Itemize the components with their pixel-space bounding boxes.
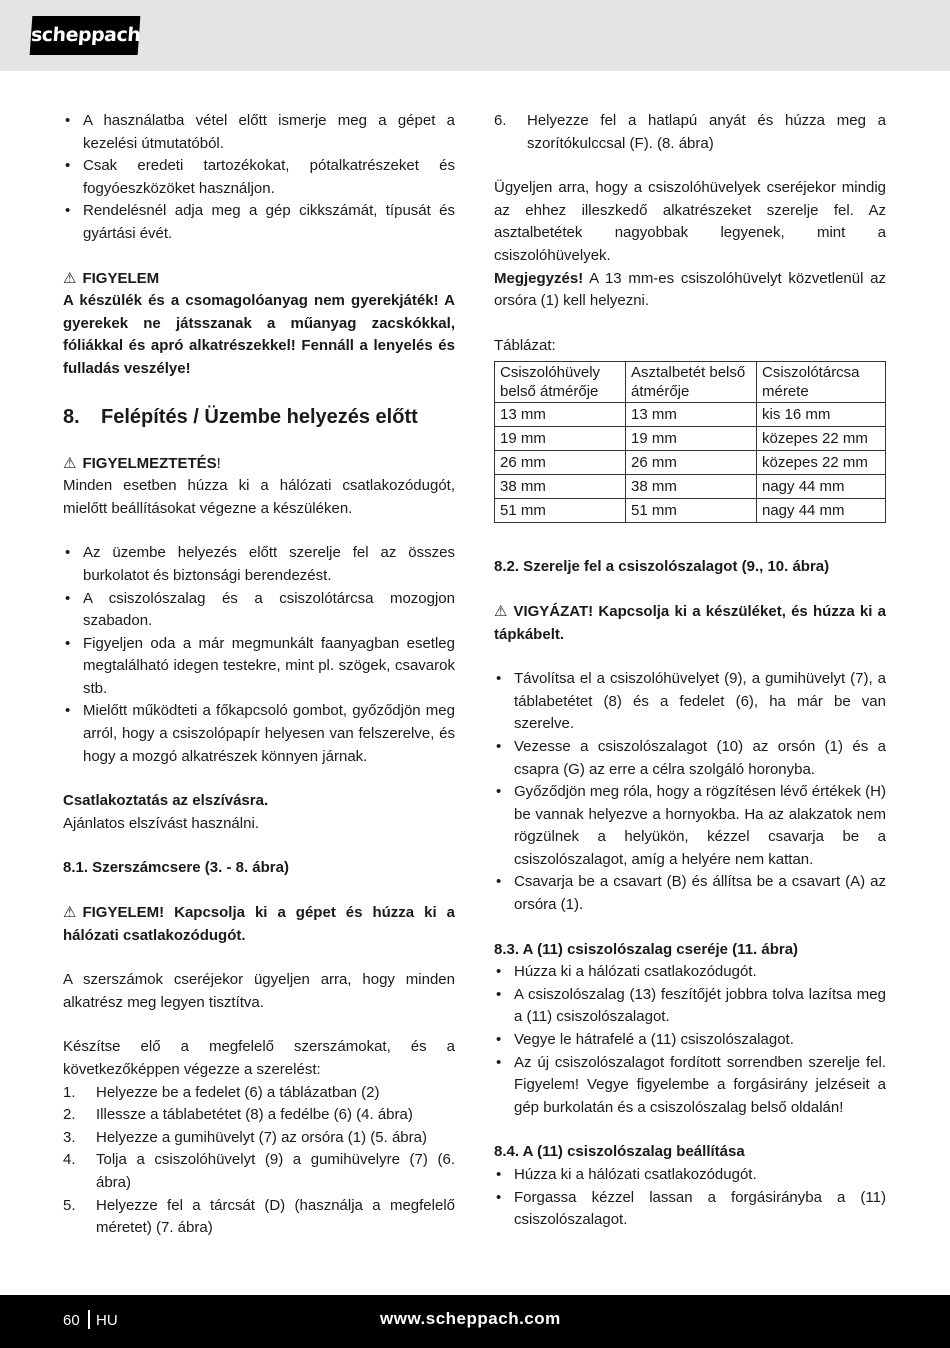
table-cell: nagy 44 mm <box>757 475 886 499</box>
list-item: • Csavarja be a csavart (B) és állítsa be a csavart (A) az orsóra (1). <box>494 871 886 916</box>
setup-bullet-list <box>63 542 455 768</box>
list-item: • Az üzembe helyezés előtt szerelje fel az összes burkolatot és biztonsági berendezést. <box>63 542 455 587</box>
warning-triangle-icon: ⚠ <box>63 269 77 287</box>
subsection-heading: 8.1. Szerszámcsere (3. - 8. ábra) <box>63 859 289 877</box>
footer-divider <box>88 1310 90 1329</box>
list-item: • Húzza ki a hálózati csatlakozódugót. <box>494 1164 886 1187</box>
list-item: • Csak eredeti tartozékokat, pótalkatrészeket és fogyóeszközöket használjon. <box>63 155 455 200</box>
language-code: HU <box>96 1312 118 1329</box>
list-item: • Vegye le hátrafelé a (11) csiszolószalagot. <box>494 1029 886 1052</box>
subsection-heading: 8.3. A (11) csiszolószalag cseréje (11. ábra) <box>494 940 799 958</box>
warning-heading: ⚠ FIGYELEM <box>63 268 455 291</box>
size-table <box>494 361 886 523</box>
list-item: • A csiszolószalag (13) feszítőjét jobbra tolva lazítsa meg a (11) csiszolószalagot. <box>494 984 886 1029</box>
intro-bullet-list <box>63 110 455 246</box>
list-item: • Az új csiszolószalagot fordított sorrendben szerelje fel. Figyelem! Vegye figyelembe a forgásirány jelzéseit a gép burkolatán és a csiszolószalag belső oldalán! <box>494 1052 886 1120</box>
table-cell: nagy 44 mm <box>757 499 886 523</box>
list-item: • Figyeljen oda a már megmunkált faanyagban esetleg megtalálható idegen testekre, mint pl. szögek, csavarok stb. <box>63 633 455 701</box>
table-cell: 13 mm <box>495 403 626 427</box>
table-row <box>495 427 886 451</box>
warning-triangle-icon: ⚠ <box>63 454 77 472</box>
website-link[interactable]: www.scheppach.com <box>380 1309 561 1328</box>
warning-triangle-icon: ⚠ <box>494 602 508 620</box>
table-cell: 26 mm <box>626 451 757 475</box>
steps-list-continued <box>494 110 886 155</box>
list-item: • Forgassa kézzel lassan a forgásirányba a (11) csiszolószalagot. <box>494 1187 886 1232</box>
warning-text: Minden esetben húzza ki a hálózati csatlakozódugót, mielőtt beállításokat végezne a készüléken. <box>63 477 455 517</box>
table-cell: 19 mm <box>626 427 757 451</box>
footer-bar <box>0 1295 950 1348</box>
table-cell: 51 mm <box>626 499 757 523</box>
table-cell: 51 mm <box>495 499 626 523</box>
list-item: 3. Helyezze a gumihüvelyt (7) az orsóra (1) (5. ábra) <box>63 1128 427 1146</box>
section-heading: 8. Felépítés / Üzembe helyezés előtt <box>63 405 418 428</box>
subsection-heading: 8.2. Szerelje fel a csiszolószalagot (9., 10. ábra) <box>494 558 830 576</box>
list-item: 2. Illessze a táblabetétet (8) a fedélbe (6) (4. ábra) <box>63 1106 413 1124</box>
warning-text: A készülék és a csomagolóanyag nem gyerekjáték! A gyerekek ne játsszanak a műanyag zacskókkal, fóliákkal és apró alkatrészekkel! Fennáll a lenyelés és fulladás veszélye! <box>63 292 455 377</box>
table-cell: 38 mm <box>495 475 626 499</box>
table-row <box>495 451 886 475</box>
paragraph: Ügyeljen arra, hogy a csiszolóhüvelyek cseréjekor mindig az ehhez illeszkedő alkatrészeket szerelje fel. Az asztalbetétek nagyobbak legyenek, mint a csiszolóhüvelyek. <box>494 179 886 264</box>
adjust-bullet-list <box>494 1164 886 1232</box>
table-header-row <box>495 362 886 403</box>
table-cell: közepes 22 mm <box>757 451 886 475</box>
page-number: 60 <box>63 1312 80 1329</box>
belt-bullet-list <box>494 668 886 917</box>
warning-text: ⚠ VIGYÁZAT! Kapcsolja ki a készüléket, és húzza ki a tápkábelt. <box>494 602 886 643</box>
table-row <box>495 475 886 499</box>
list-item: • Húzza ki a hálózati csatlakozódugót. <box>494 961 886 984</box>
remark: Megjegyzés! A 13 mm-es csiszolóhüvelyt közvetlenül az orsóra (1) kell helyezni. <box>494 269 886 310</box>
scheppach-logo: scheppach <box>30 16 141 55</box>
list-item: 1. Helyezze be a fedelet (6) a táblázatban (2) <box>63 1083 380 1101</box>
header-bar <box>0 0 950 71</box>
list-item: • Rendelésnél adja meg a gép cikkszámát, típusát és gyártási évét. <box>63 200 455 245</box>
list-item: • Távolítsa el a csiszolóhüvelyet (9), a gumihüvelyt (7), a táblabetétet (8) és a fedelet (6), ha már be van szerelve. <box>494 668 886 736</box>
subsection-heading: 8.4. A (11) csiszolószalag beállítása <box>494 1143 745 1161</box>
table-cell: 38 mm <box>626 475 757 499</box>
warning-heading: ⚠ FIGYELMEZTETÉS! <box>63 453 455 476</box>
list-item: • A használatba vétel előtt ismerje meg a gépet a kezelési útmutatóból. <box>63 110 455 155</box>
subheading: Csatlakoztatás az elszívásra. <box>63 792 269 810</box>
list-item: • Vezesse a csiszolószalagot (10) az orsón (1) és a csapra (G) az erre a célra szolgáló horonyba. <box>494 736 886 781</box>
list-item: 6. Helyezze fel a hatlapú anyát és húzza meg a szorítókulccsal (F). (8. ábra) <box>494 112 886 152</box>
table-cell: 26 mm <box>495 451 626 475</box>
list-item: • Mielőtt működteti a főkapcsoló gombot, győződjön meg arról, hogy a csiszolópapír helyesen van felszerelve, és hogy a mozgó alkatrészek könnyen járnak. <box>63 700 455 768</box>
table-label: Táblázat: <box>494 336 556 354</box>
left-column <box>63 110 455 1240</box>
table-cell: 13 mm <box>626 403 757 427</box>
warning-text: ⚠ FIGYELEM! Kapcsolja ki a gépet és húzza ki a hálózati csatlakozódugót. <box>63 904 455 944</box>
paragraph: A szerszámok cseréjekor ügyeljen arra, hogy minden alkatrész meg legyen tisztítva. <box>63 971 455 1011</box>
steps-list <box>63 1082 455 1240</box>
warning-triangle-icon: ⚠ <box>63 904 77 922</box>
table-cell: 19 mm <box>495 427 626 451</box>
paragraph: Ajánlatos elszívást használni. <box>63 814 259 832</box>
table-header-cell: Asztalbetét belső átmérője <box>626 362 757 403</box>
table-cell: közepes 22 mm <box>757 427 886 451</box>
list-item: • A csiszolószalag és a csiszolótárcsa mozogjon szabadon. <box>63 588 455 633</box>
list-item: 5. Helyezze fel a tárcsát (D) (használja a megfelelő méretet) (7. ábra) <box>63 1196 455 1237</box>
paragraph: Készítse elő a megfelelő szerszámokat, és a következőképpen végezze a szerelést: <box>63 1038 455 1078</box>
list-item: • Győződjön meg róla, hogy a rögzítésen lévő értékek (H) be vannak helyezve a hornyokba. Ha az alakzatok nem rögzülnek a helyükön, kézzel csavarja be a csiszolószalagot, amíg a helyére nem kattan. <box>494 781 886 871</box>
table-header-cell: Csiszolóhüvely belső átmérője <box>495 362 626 403</box>
list-item: 4. Tolja a csiszolóhüvelyt (9) a gumihüvelyre (7) (6. ábra) <box>63 1151 455 1191</box>
right-column <box>494 110 886 1232</box>
table-row <box>495 499 886 523</box>
table-header-cell: Csiszolótárcsa mérete <box>757 362 886 403</box>
table-cell: kis 16 mm <box>757 403 886 427</box>
belt-change-bullet-list <box>494 961 886 1119</box>
table-row <box>495 403 886 427</box>
